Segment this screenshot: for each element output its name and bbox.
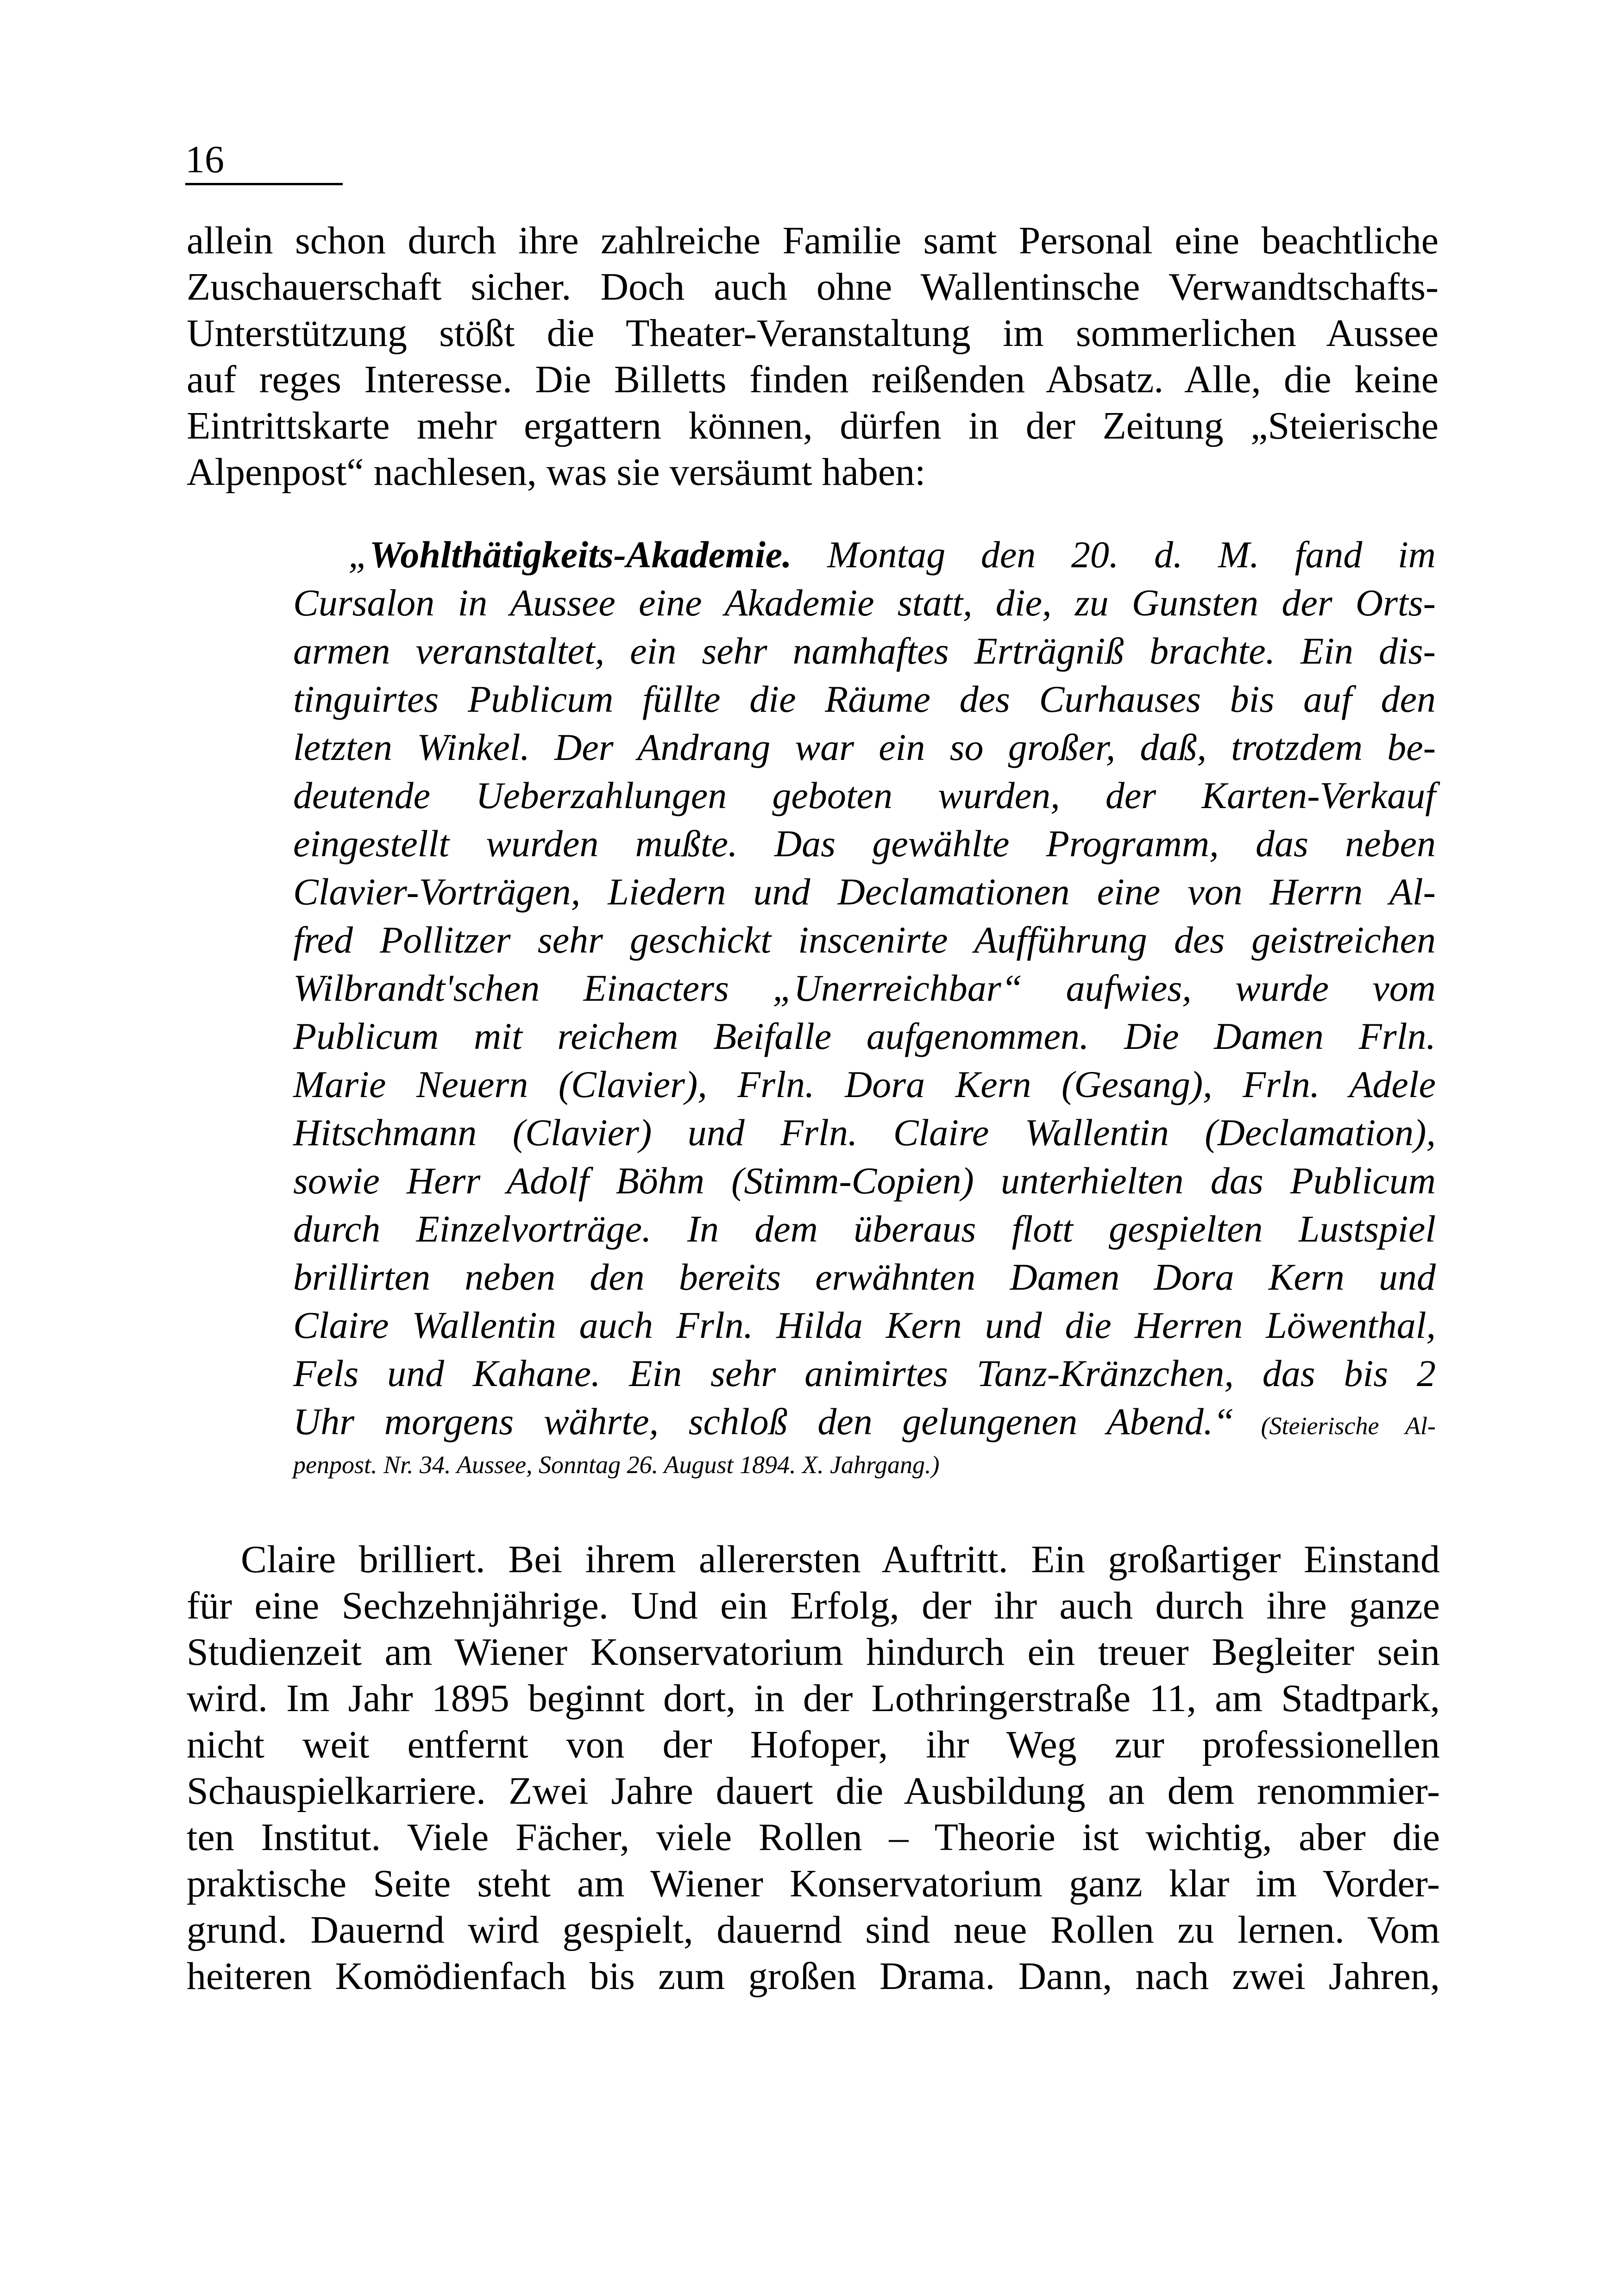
quote-line: sowie Herr Adolf Böhm (Stimm-Copien) unterhielten das Publicum (293, 1160, 1436, 1202)
quote-source-start: (Steierische Al- (1234, 1412, 1436, 1440)
quote-line: Wilbrandt'schen Einacters „Unerreichbar“ aufwies, wurde vom (293, 967, 1436, 1009)
quote-line: Clavier-Vorträgen, Liedern und Declamationen eine von Herrn Al- (293, 871, 1436, 913)
text-line: wird. Im Jahr 1895 beginnt dort, in der Lothringerstraße 11, am Stadtpark, (187, 1677, 1440, 1720)
quote-line: Hitschmann (Clavier) und Frln. Claire Wallentin (Declamation), (293, 1111, 1436, 1154)
text-line: Unterstützung stößt die Theater-Veranstaltung im sommerlichen Aussee (187, 312, 1439, 355)
text-line: praktische Seite steht am Wiener Konservatorium ganz klar im Vorder- (187, 1862, 1440, 1905)
text-line: heiteren Komödienfach bis zum großen Drama. Dann, nach zwei Jahren, (187, 1955, 1440, 1998)
text-line: auf reges Interesse. Die Billetts finden reißenden Absatz. Alle, die keine (187, 358, 1439, 401)
text-line: nicht weit entfernt von der Hofoper, ihr Weg zur professionellen (187, 1723, 1440, 1766)
quote-line: Publicum mit reichem Beifalle aufgenommen. Die Damen Frln. (293, 1015, 1436, 1057)
text-line: für eine Sechzehnjährige. Und ein Erfolg, der ihr auch durch ihre ganze (187, 1584, 1440, 1627)
quote-source: penpost. Nr. 34. Aussee, Sonntag 26. August 1894. X. Jahrgang.) (293, 1451, 940, 1479)
quote-line: letzten Winkel. Der Andrang war ein so großer, daß, trotzdem be- (293, 726, 1436, 768)
quote-line: eingestellt wurden mußte. Das gewählte Programm, das neben (293, 822, 1436, 865)
text-line: Zuschauerschaft sicher. Doch auch ohne Wallentinsche Verwandtschafts- (187, 265, 1439, 308)
quote-line: tinguirtes Publicum füllte die Räume des Curhauses bis auf den (293, 678, 1436, 720)
page-number: 16 (185, 137, 343, 185)
quote-line: armen veranstaltet, ein sehr namhaftes Erträgniß brachte. Ein dis- (293, 630, 1436, 672)
quote-line: Claire Wallentin auch Frln. Hilda Kern und die Herren Löwenthal, (293, 1304, 1436, 1346)
text-line: ten Institut. Viele Fächer, viele Rollen – Theorie ist wichtig, aber die (187, 1816, 1440, 1859)
quote-line: Fels und Kahane. Ein sehr animirtes Tanz-Kränzchen, das bis 2 (293, 1352, 1436, 1394)
quote-closing-text: Uhr morgens währte, schloß den gelungenen Abend.“ (293, 1400, 1234, 1443)
text-line: grund. Dauernd wird gespielt, dauernd sind neue Rollen zu lernen. Vom (187, 1908, 1440, 1951)
quote-first-line (348, 532, 1436, 578)
text-line: Claire brilliert. Bei ihrem allerersten Auftritt. Ein großartiger Einstand (241, 1538, 1440, 1581)
quote-line: fred Pollitzer sehr geschickt inscenirte Aufführung des geistreichen (293, 919, 1436, 961)
quote-line: Marie Neuern (Clavier), Frln. Dora Kern (Gesang), Frln. Adele (293, 1063, 1436, 1105)
text-line: allein schon durch ihre zahlreiche Familie samt Personal eine beachtliche (187, 219, 1439, 262)
text-line: Studienzeit am Wiener Konservatorium hindurch ein treuer Begleiter sein (187, 1631, 1440, 1674)
quote-line: deutende Ueberzahlungen geboten wurden, der Karten-Verkauf (293, 774, 1436, 816)
quote-line-rest: Montag den 20. d. M. fand im (792, 533, 1436, 576)
quote-line: brillirten neben den bereits erwähnten Damen Dora Kern und (293, 1256, 1436, 1298)
quote-line: Cursalon in Aussee eine Akademie statt, die, zu Gunsten der Orts- (293, 582, 1436, 624)
text-line: Schauspielkarriere. Zwei Jahre dauert die Ausbildung an dem renommier- (187, 1769, 1440, 1813)
quote-open-mark: „ (348, 533, 370, 576)
quote-headline: Wohlthätigkeits-Akademie. (369, 533, 792, 576)
text-line: Alpenpost“ nachlesen, was sie versäumt haben: (187, 451, 926, 494)
text-line: Eintrittskarte mehr ergattern können, dürfen in der Zeitung „Steierische (187, 404, 1439, 447)
quote-closing-line (293, 1399, 1436, 1449)
quote-line: durch Einzelvorträge. In dem überaus flott gespielten Lustspiel (293, 1208, 1436, 1250)
